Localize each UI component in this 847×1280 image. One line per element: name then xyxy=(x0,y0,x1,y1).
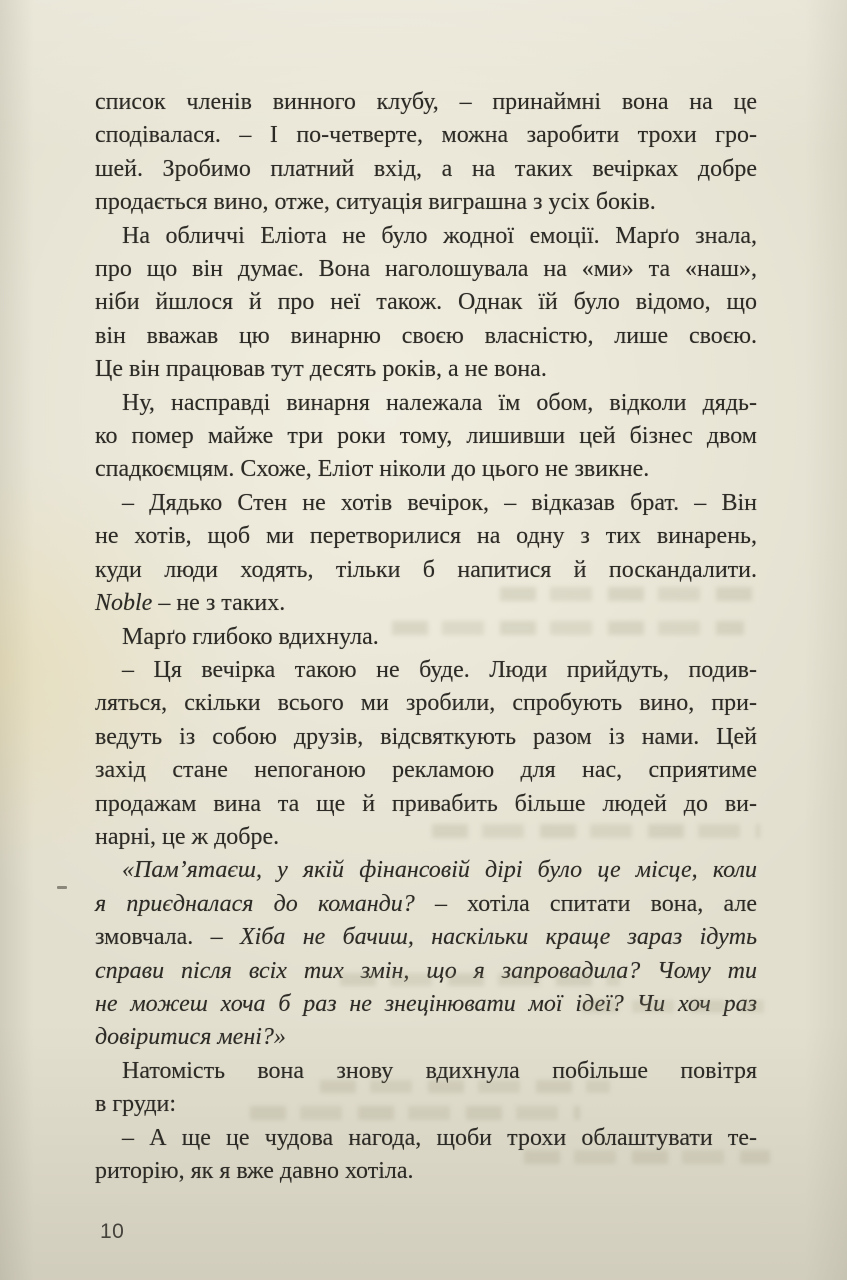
show-through-smudge xyxy=(500,587,762,601)
text-line xyxy=(95,687,757,720)
text-run: На обличчі Еліота не було жодної емоції. Марґо знала, xyxy=(122,222,757,249)
text-line xyxy=(95,353,757,386)
text-run: він вважав цю винарню своєю власністю, лише своєю. xyxy=(95,322,757,349)
text-line xyxy=(95,253,757,286)
paragraph xyxy=(95,387,757,487)
text-run: – Ця вечірка такою не буде. Люди прийдуть, подив- xyxy=(122,656,757,683)
text-line xyxy=(95,520,757,553)
text-line xyxy=(95,286,757,319)
text-line xyxy=(95,119,757,152)
show-through-smudge xyxy=(524,1150,770,1164)
text-run: риторію, як я вже давно хотіла. xyxy=(95,1158,414,1184)
paragraph xyxy=(95,220,757,387)
italic-run: Noble xyxy=(95,590,153,617)
text-line xyxy=(95,721,757,754)
text-run: ведуть із собою друзів, відсвяткують разом із нами. Цей xyxy=(95,723,757,750)
show-through-smudge xyxy=(250,1106,580,1120)
text-line xyxy=(95,788,757,821)
text-run: Натомість вона знову вдихнула побільше повітря xyxy=(122,1057,757,1084)
text-run: ко помер майже три роки тому, лишивши цей бізнес двом xyxy=(95,423,757,450)
show-through-smudge xyxy=(392,621,744,635)
text-run: куди люди ходять, тільки б напитися й поскандалити. xyxy=(95,556,757,583)
text-run: шей. Зробимо платний вхід, а на таких вечірках добре xyxy=(95,155,757,182)
text-line xyxy=(95,654,757,687)
text-run: Це він працював тут десять років, а не вона. xyxy=(95,356,547,383)
text-run: в груди: xyxy=(95,1091,177,1118)
italic-run: не можеш хоча б раз не знецінювати мої ідеї? Чи хоч раз xyxy=(95,990,757,1017)
text-run: ляться, скільки всього ми зробили, спробують вино, при- xyxy=(95,690,757,717)
text-run: не хотів, щоб ми перетворилися на одну з тих винарень, xyxy=(95,523,757,550)
text-run: – не з таких. xyxy=(152,590,286,617)
show-through-smudge xyxy=(432,824,760,838)
text-run: змовчала. – xyxy=(95,924,240,951)
italic-run: я приєдналася до команди? – xyxy=(95,890,468,917)
text-block xyxy=(95,86,757,1188)
text-run: – Дядько Стен не хотів вечірок, – відказав брат. – Він xyxy=(122,489,757,516)
text-line xyxy=(95,420,757,453)
text-run: захід стане непоганою рекламою для нас, сприятиме xyxy=(95,757,757,784)
italic-run: «Пам’ятаєш, у якій фінансовій дірі було це місце, коли xyxy=(122,857,757,884)
text-run: хотіла спитати вона, але xyxy=(467,890,757,917)
text-run: ніби йшлося й про неї також. Однак їй було відомо, що xyxy=(95,289,757,316)
text-run: нарні, це ж добре. xyxy=(95,823,280,850)
text-run: про що він думає. Вона наголошувала на «ми» та «наш», xyxy=(95,256,757,283)
paragraph xyxy=(95,854,757,1054)
text-run: продажам вина та ще й привабить більше людей до ви- xyxy=(95,790,757,817)
page-number: 10 xyxy=(100,1220,125,1243)
text-line xyxy=(95,1021,757,1054)
text-run: – А ще це чудова нагода, щоби трохи облаштувати те- xyxy=(122,1124,757,1151)
text-line xyxy=(95,487,757,520)
text-run: Марґо глибоко вдихнула. xyxy=(122,623,379,650)
text-line xyxy=(95,888,757,921)
text-line xyxy=(95,554,757,587)
show-through-smudge xyxy=(340,973,620,986)
margin-mark xyxy=(57,886,67,889)
text-run: продається вино, отже, ситуація виграшна з усіх боків. xyxy=(95,189,656,216)
text-line xyxy=(95,153,757,186)
text-line xyxy=(95,754,757,787)
text-run: список членів винного клубу, – принаймні вона на це xyxy=(95,89,757,115)
text-line xyxy=(95,854,757,887)
text-line xyxy=(95,320,757,353)
italic-run: довіритися мені?» xyxy=(95,1024,286,1051)
show-through-smudge xyxy=(582,1000,764,1013)
text-line xyxy=(95,86,757,119)
italic-run: справи після всіх тих змін, що я запровадила? Чому ти xyxy=(95,957,757,984)
italic-run: Хіба не бачиш, наскільки краще зараз ідуть xyxy=(239,924,757,951)
text-line xyxy=(95,453,757,486)
text-line xyxy=(95,387,757,420)
text-line xyxy=(95,220,757,253)
text-run: Ну, насправді винарня належала їм обом, відколи дядь- xyxy=(122,389,757,416)
text-line xyxy=(95,186,757,219)
show-through-smudge xyxy=(320,1080,610,1093)
paragraph xyxy=(95,86,757,220)
text-run: сподівалася. – І по-четверте, можна заробити трохи гро- xyxy=(95,122,757,149)
text-line xyxy=(95,921,757,954)
text-run: спадкоємцям. Схоже, Еліот ніколи до цього не звикне. xyxy=(95,456,650,483)
